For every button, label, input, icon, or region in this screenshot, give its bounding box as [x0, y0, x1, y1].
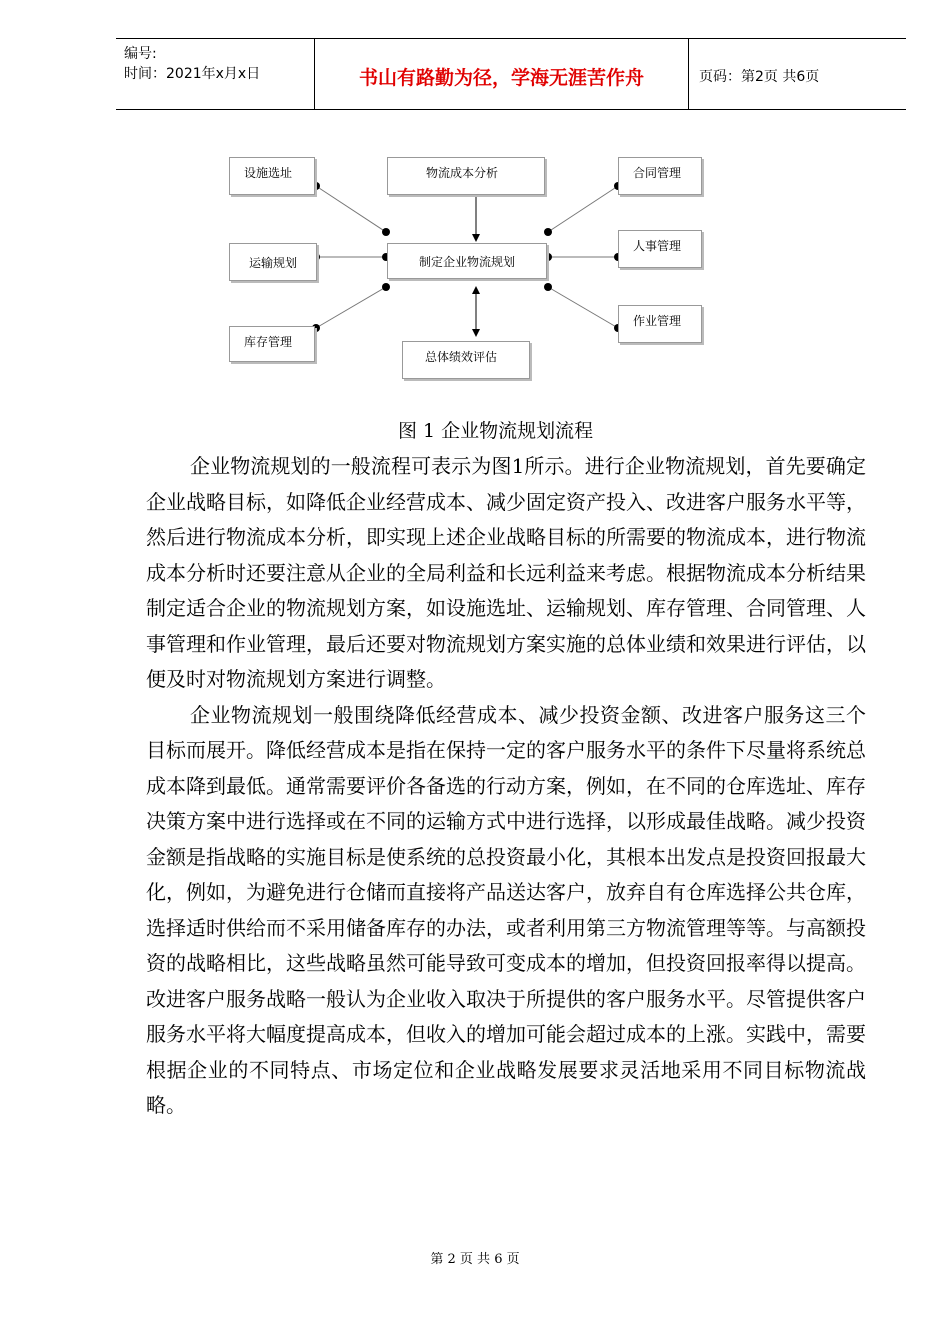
node-contract	[618, 157, 702, 195]
node-operation	[618, 305, 702, 343]
node-hr-label: 人事管理	[633, 239, 682, 253]
node-inventory	[229, 326, 315, 362]
node-transport	[229, 243, 317, 281]
dot	[382, 228, 390, 236]
body-text	[146, 449, 866, 1124]
node-center-label: 制定企业物流规划	[418, 254, 515, 269]
dot	[382, 283, 390, 291]
node-center	[387, 243, 547, 279]
flow-diagram-connectors	[0, 0, 950, 400]
paragraph: 企业物流规划一般围绕降低经营成本、减少投资金额、改进客户服务这三个目标而展开。降低经营成本是指在保持一定的客户服务水平的条件下尽量将系统总成本降到最低。通常需要评价各备选的行动方案，例如，在不同的仓库选址、库存决策方案中进行选择或在不同的运输方式中进行选择，以形成最佳战略。减少投资金额是指战略的实施目标是使系统的总投资最小化，其根本出发点是投资回报最大化，例如，为避免进行仓储而直接将产品送达客户，放弃自有仓库选择公共仓库，选择适时供给而不采用储备库存的办法，或者利用第三方物流管理等等。与高额投资的战略相比，这些战略虽然可能导致可变成本的增加，但投资回报率得以提高。改进客户服务战略一般认为企业收入取决于所提供的客户服务水平。尽管提供客户服务水平将大幅度提高成本，但收入的增加可能会超过成本的上涨。实践中，需要根据企业的不同特点、市场定位和企业战略发展要求灵活地采用不同目标物流战略。	[146, 702, 866, 1117]
motto: 书山有路勤为径，学海无涯苦作舟	[358, 67, 644, 89]
page-footer: 第 2 页 共 6 页	[430, 1252, 520, 1267]
connector-facility	[316, 186, 386, 232]
connector-operation	[548, 287, 618, 328]
node-facility-label: 设施选址	[244, 166, 293, 180]
dot	[544, 228, 552, 236]
page-info: 页码：第2页 共6页	[699, 69, 820, 85]
paragraph: 企业物流规划的一般流程可表示为图1所示。进行企业物流规划，首先要确定企业战略目标，如降低企业经营成本、减少固定资产投入、改进客户服务水平等，然后进行物流成本分析，即实现上述企业战略目标的所需要的物流成本，进行物流成本分析时还要注意从企业的全局利益和长远利益来考虑。根据物流成本分析结果制定适合企业的物流规划方案，如设施选址、运输规划、库存管理、合同管理、人事管理和作业管理，最后还要对物流规划方案实施的总体业绩和效果进行评估，以便及时对物流规划方案进行调整。	[146, 454, 866, 691]
node-cost-label: 物流成本分析	[426, 166, 499, 180]
connector-inventory	[316, 287, 386, 328]
node-hr	[618, 230, 702, 268]
number-label: 编号:	[124, 46, 157, 62]
figure-caption: 图 1 企业物流规划流程	[398, 420, 594, 442]
node-cost	[387, 157, 545, 195]
node-facility	[229, 157, 315, 195]
node-eval	[402, 341, 530, 379]
node-eval-label: 总体绩效评估	[425, 350, 498, 364]
node-operation-label: 作业管理	[633, 314, 682, 328]
node-inventory-label: 库存管理	[244, 335, 293, 349]
node-contract-label: 合同管理	[633, 166, 682, 180]
node-transport-label: 运输规划	[248, 255, 297, 270]
dot	[544, 283, 552, 291]
time-label: 时间：2021年x月x日	[124, 66, 261, 82]
connector-contract	[548, 186, 618, 232]
